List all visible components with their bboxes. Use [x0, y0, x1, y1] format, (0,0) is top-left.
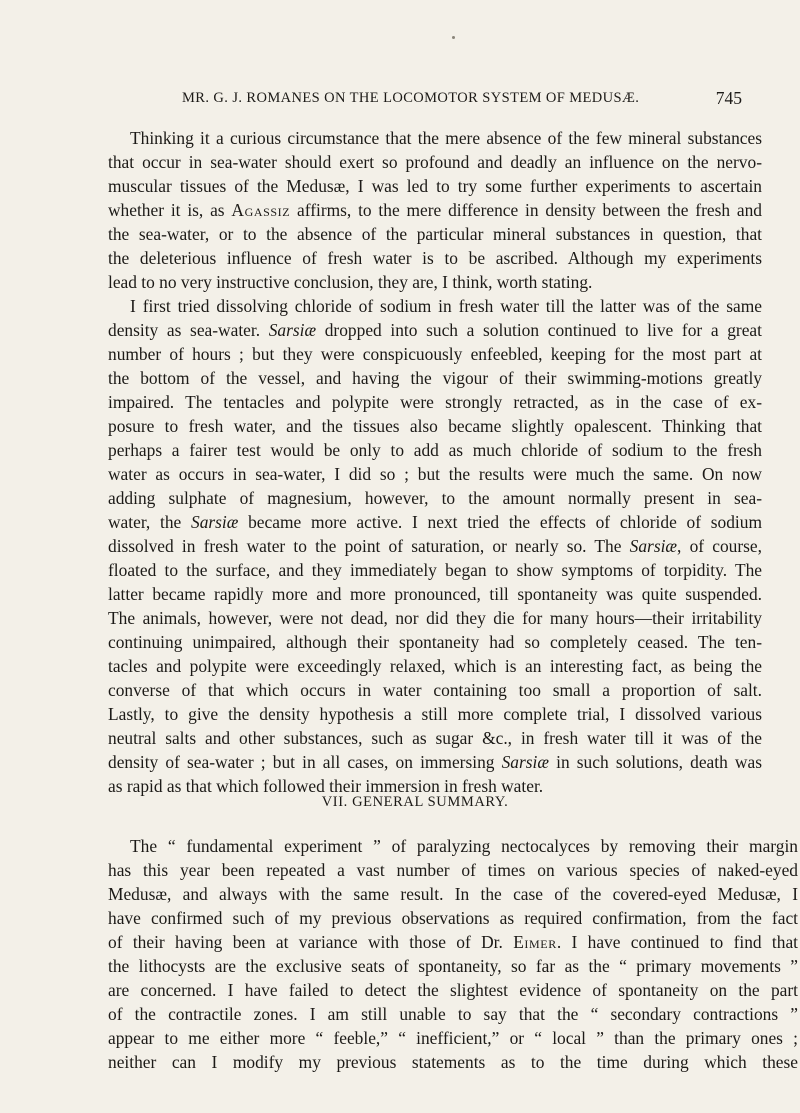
- text-line: impaired. The tentacles and polypite were strongly retracted, as in the case of ex-: [108, 392, 762, 412]
- text-line: are concerned. I have failed to detect the slightest evidence of spontaneity on the part: [108, 980, 798, 1000]
- text-line: Lastly, to give the density hypothesis a still more complete trial, I dissolved various: [108, 704, 762, 724]
- text-line: lead to no very instructive conclusion, they are, I think, worth stating.: [108, 272, 593, 292]
- page-number: 745: [715, 88, 742, 108]
- text-run: density of sea-water ; but in all cases, on immersing: [108, 752, 502, 772]
- text-line: tacles and polypite were exceedingly relaxed, which is an interesting fact, as being the: [108, 656, 762, 676]
- text-line: have confirmed such of my previous observations as required confirmation, from the fact: [108, 908, 798, 928]
- text-line: neither can I modify my previous statements as to the time during which these: [108, 1052, 798, 1072]
- text-line: of the contractile zones. I am still unable to say that the “ secondary contractions ”: [108, 1004, 798, 1024]
- ink-speck: [452, 36, 455, 39]
- text-run: dropped into such a solution continued to live for a great: [316, 320, 762, 340]
- text-line: [108, 534, 762, 558]
- author-name: Agassiz: [231, 200, 291, 220]
- running-head: [182, 88, 742, 112]
- text-line: number of hours ; but they were conspicuously enfeebled, keeping for the most part at: [108, 344, 762, 364]
- text-line: [108, 198, 762, 222]
- text-line: Medusæ, and always with the same result. In the case of the covered-eyed Medusæ, I: [108, 884, 798, 904]
- text-run: affirms, to the mere difference in density between the fresh and: [290, 200, 762, 220]
- running-head-title: MR. G. J. ROMANES ON THE LOCOMOTOR SYSTEM OF MEDUSÆ.: [182, 90, 640, 106]
- text-line: water as occurs in sea-water, I did so ; but the results were much the same. On now: [108, 464, 762, 484]
- text-line: [108, 930, 798, 954]
- text-run: density as sea-water.: [108, 320, 269, 340]
- text-run: whether it is, as: [108, 200, 232, 220]
- section-heading: VII. GENERAL SUMMARY.: [321, 794, 509, 810]
- taxon-name: Sarsiæ: [268, 320, 317, 340]
- text-line: the lithocysts are the exclusive seats of spontaneity, so far as the “ primary movements ”: [108, 956, 798, 976]
- text-line: appear to me either more “ feeble,” “ inefficient,” or “ local ” than the primary ones ;: [108, 1028, 798, 1048]
- text-line: converse of that which occurs in water containing too small a proportion of salt.: [108, 680, 762, 700]
- text-line: floated to the surface, and they immediately began to show symptoms of torpidity. The: [108, 560, 762, 580]
- text-run: of their having been at variance with those of Dr.: [108, 932, 514, 952]
- taxon-name: Sarsiæ: [501, 752, 549, 772]
- text-line: adding sulphate of magnesium, however, to the amount normally present in sea-: [108, 488, 762, 508]
- text-line: as rapid as that which followed their immersion in fresh water.: [108, 776, 544, 796]
- text-line: I first tried dissolving chloride of sodium in fresh water till the latter was of the same: [130, 296, 762, 316]
- text-run: dissolved in fresh water to the point of saturation, or nearly so. The: [108, 536, 630, 556]
- text-line: the sea-water, or to the absence of the particular mineral substances in question, that: [108, 224, 762, 244]
- text-line: [108, 318, 762, 342]
- author-name: Eimer: [513, 932, 557, 952]
- text-run: . I have continued to find that: [556, 932, 798, 952]
- text-line: that occur in sea-water should exert so profound and deadly an influence on the nervo-: [108, 152, 762, 172]
- text-line: muscular tissues of the Medusæ, I was led to try some further experiments to ascertain: [108, 176, 762, 196]
- text-line: the deleterious influence of fresh water is to be ascribed. Although my experiments: [108, 248, 762, 268]
- text-line: posure to fresh water, and the tissues also became slightly opalescent. Thinking that: [108, 416, 762, 436]
- text-run: , of course,: [677, 536, 762, 556]
- text-run: in such solutions, death was: [548, 752, 762, 772]
- taxon-name: Sarsiæ: [629, 536, 678, 556]
- text-run: became more active. I next tried the effects of chloride of sodium: [238, 512, 762, 532]
- text-line: [108, 510, 762, 534]
- text-line: continuing unimpaired, although their spontaneity had so completely ceased. The ten-: [108, 632, 762, 652]
- text-line: the bottom of the vessel, and having the vigour of their swimming-motions greatly: [108, 368, 762, 388]
- text-line: latter became rapidly more and more pronounced, till spontaneity was quite suspended.: [108, 584, 762, 604]
- taxon-name: Sarsiæ: [191, 512, 239, 532]
- text-line: has this year been repeated a vast number of times on various species of naked-eyed: [108, 860, 798, 880]
- text-line: Thinking it a curious circumstance that the mere absence of the few mineral substances: [130, 128, 762, 148]
- text-line: [108, 750, 762, 774]
- text-run: water, the: [108, 512, 191, 532]
- text-line: The animals, however, were not dead, nor did they die for many hours—their irritability: [108, 608, 762, 628]
- text-line: neutral salts and other substances, such as sugar &c., in fresh water till it was of the: [108, 728, 762, 748]
- text-line: The “ fundamental experiment ” of paralyzing nectocalyces by removing their margin: [130, 836, 798, 856]
- text-line: perhaps a fairer test would be only to add as much chloride of sodium to the fresh: [108, 440, 762, 460]
